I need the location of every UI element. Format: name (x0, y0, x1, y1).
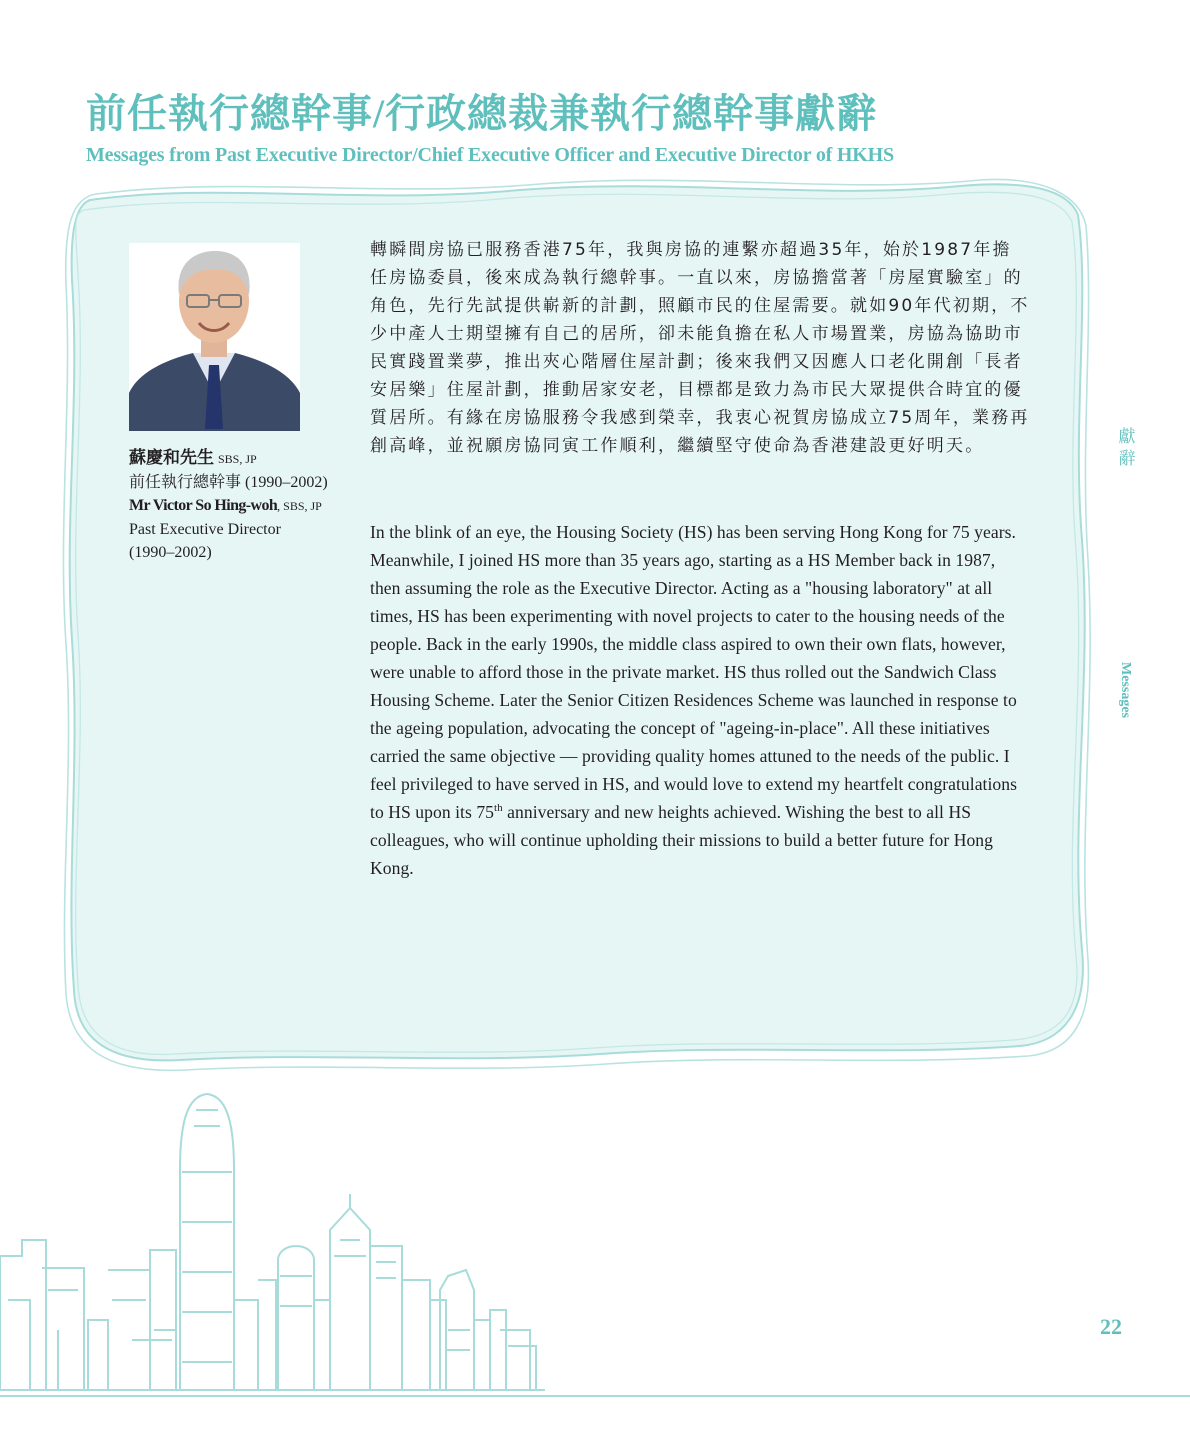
side-tab-en[interactable]: Messages (1118, 662, 1133, 718)
skyline-illustration (0, 1094, 1190, 1396)
message-en-part-1: In the blink of an eye, the Housing Society (HS) has been serving Hong Kong for 75 years. Meanwhile, I joined HS more than 35 years ago, starting as a HS Member back in 1987, then assuming the role as the Executive Director. Acting as a "housing laboratory" at all times, HS has been experimenting with novel projects to cater to the housing needs of the people. Back in the early 1990s, the middle class aspired to own their own flats, however, were unable to afford those in the private market. HS thus rolled out the Sandwich Class Housing Scheme. Later the Senior Citizen Residences Scheme was launched in response to the ageing population, advocating the concept of "ageing-in-place". All these initiatives carried the same objective — providing quality homes attuned to the needs of the public. I feel privileged to have served in HS, and would love to extend my heartfelt congratulations to HS upon its 75 (370, 522, 1018, 822)
page-number: 22 (1100, 1314, 1122, 1339)
person-name-en: Mr Victor So Hing-woh (129, 497, 278, 514)
bank-of-china-tower (330, 1194, 370, 1390)
message-zh: 轉瞬間房協已服務香港75年，我與房協的連繫亦超過35年，始於1987年擔任房協委員，後來成為執行總幹事。一直以來，房協擔當著「房屋實驗室」的角色，先行先試提供嶄新的計劃，照顧市民的住屋需要。就如90年代初期，不少中產人士期望擁有自己的居所，卻未能負擔在私人市場置業，房協為協助市民實踐置業夢，推出夾心階層住屋計劃；後來我們又因應人口老化開創「長者安居樂」住屋計劃，推動居家安老，目標都是致力為市民大眾提供合時宜的優質居所。有緣在房協服務令我感到榮幸，我衷心祝賀房協成立75周年，業務再創高峰，並祝願房協同寅工作順利，繼續堅守使命為香港建設更好明天。 (370, 240, 1030, 456)
person-role-en: Past Executive Director (129, 521, 281, 538)
person-honours-zh: SBS, JP (218, 452, 257, 466)
person-caption (129, 446, 359, 564)
person-honours-en: , SBS, JP (277, 499, 322, 513)
page-title-en: Messages from Past Executive Director/Chief Executive Officer and Executive Director of HKHS (86, 144, 894, 166)
central-plaza (278, 1246, 314, 1390)
caption-line-en (129, 494, 359, 518)
page-title-zh: 前任執行總幹事/行政總裁兼執行總幹事獻辭 (86, 91, 878, 136)
message-en-ordinal: th (494, 802, 503, 815)
side-tab-zh[interactable] (1116, 426, 1138, 470)
message-en (370, 518, 1030, 882)
caption-line-zh (129, 446, 359, 471)
building-left (0, 1240, 46, 1390)
ifc-tower (180, 1094, 234, 1390)
portrait-photo (129, 243, 300, 431)
person-role-zh: 前任執行總幹事 (1990–2002) (129, 474, 328, 491)
message-en-part-2: anniversary and new heights achieved. Wishing the best to all HS colleagues, who will continue upholding their missions to build a better future for Hong Kong. (370, 802, 993, 878)
person-name-zh: 蘇慶和先生 (129, 448, 214, 467)
side-tab-zh-char-2: 辭 (1118, 449, 1136, 469)
person-years-en: (1990–2002) (129, 544, 212, 561)
portrait-illustration (129, 243, 300, 431)
side-tab-zh-char-1: 獻 (1118, 427, 1136, 447)
